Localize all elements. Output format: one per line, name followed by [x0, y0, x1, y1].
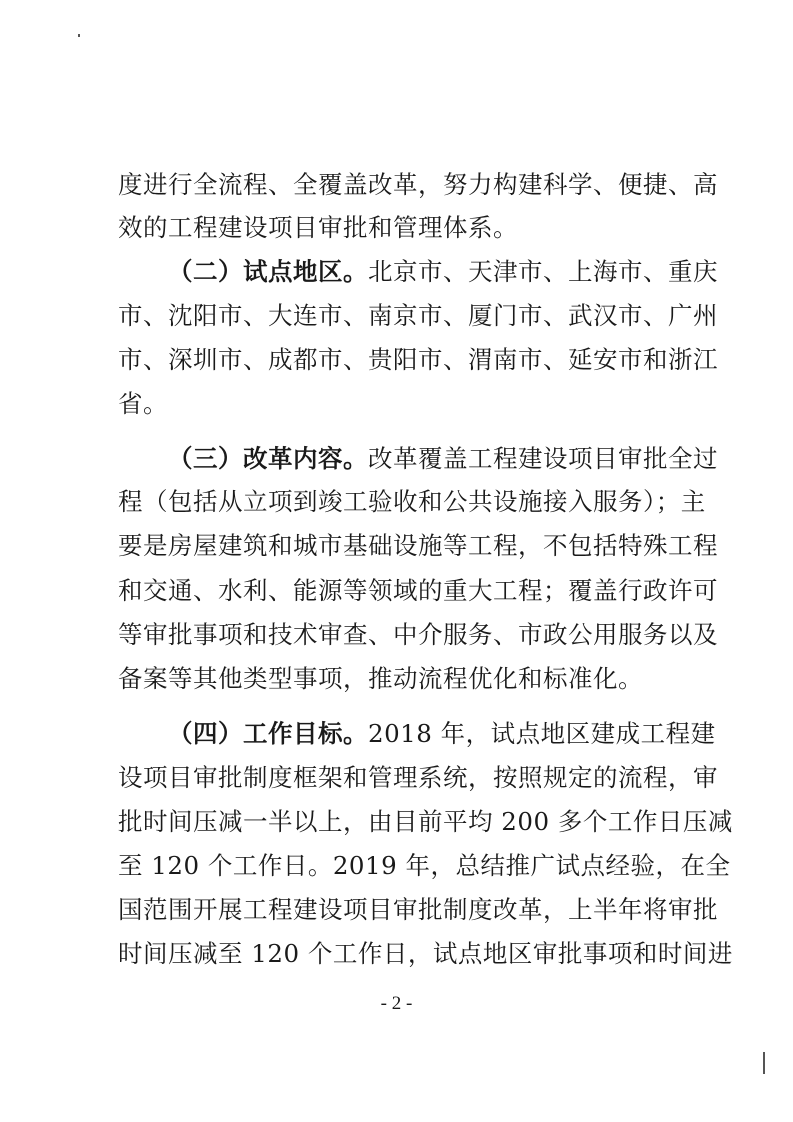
body-line-16: 至 120 个工作日。2019 年，总结推广试点经验，在全 — [118, 851, 731, 880]
body-line-9: 要是房屋建筑和城市基础设施等工程，不包括特殊工程 — [118, 531, 718, 560]
body-line-18: 时间压减至 120 个工作日，试点地区审批事项和时间进 — [118, 939, 733, 968]
section-3-line — [168, 444, 718, 474]
body-line-14: 设项目审批制度框架和管理系统，按照规定的流程，审 — [118, 763, 718, 792]
section-heading-reform-content: （三）改革内容。 — [168, 444, 368, 473]
body-line-12: 备案等其他类型事项，推动流程优化和标准化。 — [118, 664, 643, 693]
section-4-line — [168, 719, 716, 749]
section-text: 2018 年，试点地区建成工程建 — [368, 719, 716, 748]
section-heading-pilot-areas: （二）试点地区。 — [168, 257, 368, 286]
body-line-17: 国范围开展工程建设项目审批制度改革，上半年将审批 — [118, 895, 718, 924]
section-text: 改革覆盖工程建设项目审批全过 — [368, 444, 718, 473]
body-line-8: 程（包括从立项到竣工验收和公共设施接入服务）；主 — [118, 487, 706, 516]
body-line-1: 度进行全流程、全覆盖改革，努力构建科学、便捷、高 — [118, 170, 718, 199]
body-line-15: 批时间压减一半以上，由目前平均 200 多个工作日压减 — [118, 807, 733, 836]
body-line-10: 和交通、水利、能源等领域的重大工程；覆盖行政许可 — [118, 576, 718, 605]
body-line-4: 市、沈阳市、大连市、南京市、厦门市、武汉市、广州 — [118, 301, 718, 330]
body-line-2: 效的工程建设项目审批和管理体系。 — [118, 213, 518, 242]
body-line-5: 市、深圳市、成都市、贵阳市、渭南市、延安市和浙江 — [118, 345, 718, 374]
section-text: 北京市、天津市、上海市、重庆 — [368, 257, 718, 286]
section-2-line — [168, 257, 718, 287]
body-line-11: 等审批事项和技术审查、中介服务、市政公用服务以及 — [118, 620, 718, 649]
section-heading-work-goals: （四）工作目标。 — [168, 719, 368, 748]
scan-edge-mark — [763, 1052, 765, 1074]
page-number: - 2 - — [380, 993, 413, 1014]
scan-speck — [78, 34, 80, 37]
body-line-6: 省。 — [118, 389, 168, 418]
